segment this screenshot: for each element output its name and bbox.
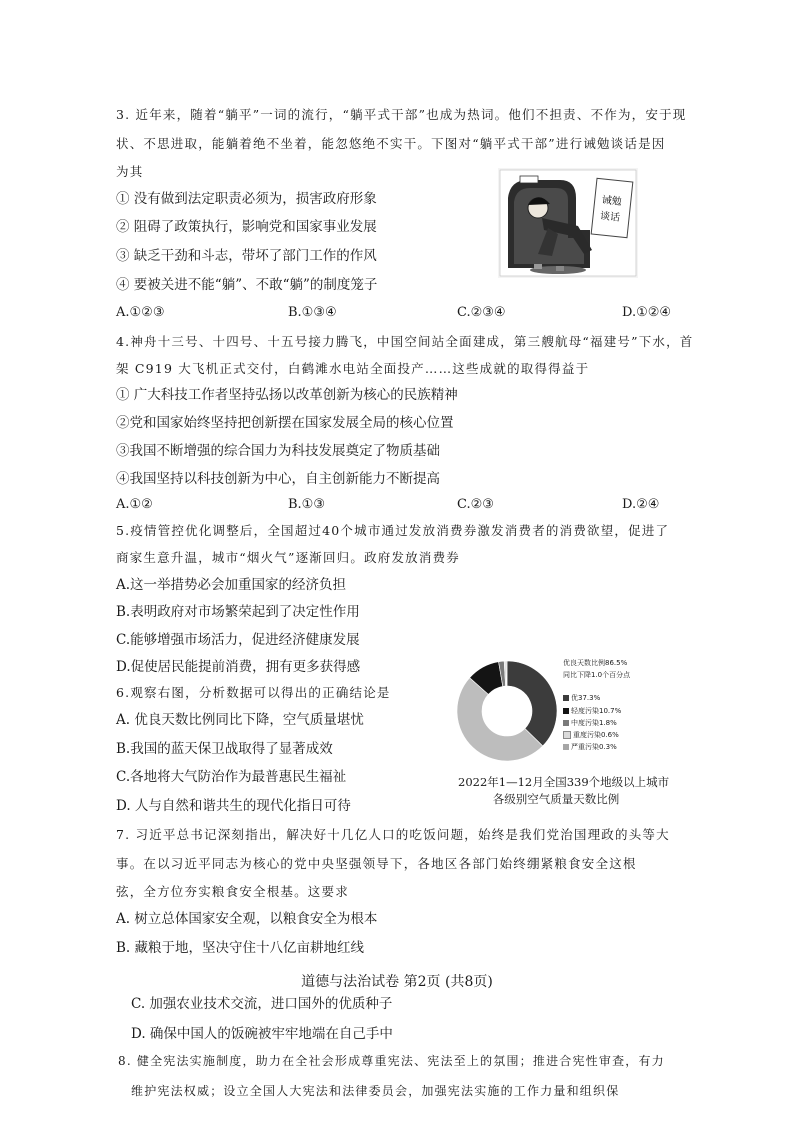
legend-label: 轻度污染10.7% [571, 707, 622, 715]
chart-caption-line1: 2022年1—12月全国339个地级以上城市 [458, 775, 670, 789]
q7-stem-line2: 事。在以习近平同志为核心的党中央坚强领导下，各地区各部门始终绷紧粮食安全这根 [116, 856, 637, 871]
q7-stem-line1: 7. 习近平总书记深刻指出，解决好十几亿人口的吃饭问题，始终是我们党治国理政的头等大 [116, 827, 670, 842]
legend-item-heavy [563, 730, 619, 740]
q7-option-c[interactable]: C. 加强农业技术交流，进口国外的优质种子 [131, 996, 393, 1012]
donut-slice-1 [507, 661, 557, 746]
q6-option-d[interactable]: D. 人与自然和谐共生的现代化指日可待 [116, 798, 351, 814]
q5-stem-line1: 5.疫情管控优化调整后，全国超过40个城市通过发放消费券激发消费者的消费欲望，促进了 [116, 523, 670, 538]
q8-stem-line2: 维护宪法权威；设立全国人大宪法和法律委员会，加强宪法实施的工作力量和组织保 [131, 1084, 620, 1098]
q5-option-d[interactable]: D.促使居民能提前消费，拥有更多获得感 [116, 659, 361, 675]
q6-option-c[interactable]: C.各地将大气防治作为最普惠民生福祉 [116, 769, 347, 785]
legend-label: 中度污染1.8% [571, 719, 617, 727]
legend-item-severe [563, 742, 617, 752]
q3-choice-d[interactable]: D.①②④ [622, 305, 672, 320]
q3-item-3: ③ 缺乏干劲和斗志，带坏了部门工作的作风 [116, 248, 377, 264]
q4-item-2: ②党和国家始终坚持把创新摆在国家发展全局的核心位置 [116, 415, 454, 431]
legend-label: 优37.3% [571, 694, 601, 702]
q7-option-a[interactable]: A. 树立总体国家安全观，以粮食安全为根本 [116, 911, 378, 927]
q3-cartoon-sign-bottom: 谈话 [599, 210, 621, 224]
q6-option-a[interactable]: A. 优良天数比例同比下降，空气质量堪忧 [116, 712, 364, 728]
q3-item-2: ② 阻碍了政策执行，影响党和国家事业发展 [116, 219, 377, 235]
legend-swatch [563, 695, 569, 701]
q3-cartoon-sign-top: 诫勉 [601, 194, 623, 208]
q3-cartoon-image [498, 168, 638, 278]
legend-item-moderate [563, 718, 617, 728]
q7-option-b[interactable]: B. 藏粮于地，坚决守住十八亿亩耕地红线 [116, 940, 365, 956]
chart-caption-line2: 各级别空气质量天数比例 [492, 792, 620, 806]
q4-choice-a[interactable]: A.①② [116, 497, 153, 512]
q4-item-1: ① 广大科技工作者坚持弘扬以改革创新为核心的民族精神 [116, 387, 458, 403]
q3-item-1: ① 没有做到法定职责必须为，损害政府形象 [116, 191, 377, 207]
legend-item-light [563, 706, 621, 716]
legend-line-2: 同比下降1.0个百分点 [563, 671, 631, 679]
q4-choice-d[interactable]: D.②④ [622, 497, 660, 512]
q7-option-d[interactable]: D. 确保中国人的饭碗被牢牢地端在自己手中 [131, 1026, 393, 1042]
q5-stem-line2: 商家生意升温，城市“烟火气”逐渐回归。政府发放消费券 [116, 550, 460, 565]
chart-legend [563, 658, 643, 754]
q3-choice-c[interactable]: C.②③④ [457, 305, 506, 320]
q3-item-4: ④ 要被关进不能“躺”、不敢“躺”的制度笼子 [116, 277, 378, 293]
q4-choice-c[interactable]: C.②③ [457, 497, 494, 512]
q3-stem-line3: 为其 [116, 164, 144, 179]
legend-swatch [563, 708, 569, 714]
legend-line-1: 优良天数比例86.5% [563, 659, 628, 667]
q3-stem-line2: 状、不思进取，能躺着绝不坐着，能忽悠绝不实干。下图对“躺平式干部”进行诫勉谈话是因 [116, 136, 666, 151]
legend-label: 重度污染0.6% [573, 731, 619, 739]
legend-swatch [563, 731, 571, 739]
q3-choice-b[interactable]: B.①③④ [288, 305, 337, 320]
legend-item-excellent [563, 693, 600, 703]
legend-swatch [563, 720, 569, 726]
q4-stem-line1: 4.神舟十三号、十四号、十五号接力腾飞，中国空间站全面建成，第三艘航母“福建号”下水，首 [116, 334, 694, 349]
q6-stem: 6.观察右图，分析数据可以得出的正确结论是 [116, 685, 391, 700]
q5-option-c[interactable]: C.能够增强市场活力，促进经济健康发展 [116, 632, 360, 648]
q3-stem-line1: 3. 近年来，随着“躺平”一词的流行，“躺平式干部”也成为热词。他们不担责、不作为，安于现 [116, 107, 687, 122]
legend-swatch [563, 744, 569, 750]
q6-option-b[interactable]: B.我国的蓝天保卫战取得了显著成效 [116, 741, 333, 757]
q4-item-3: ③我国不断增强的综合国力为科技发展奠定了物质基础 [116, 443, 440, 459]
q3-choice-a[interactable]: A.①②③ [116, 305, 165, 320]
air-quality-donut-chart [452, 656, 562, 766]
q4-stem-line2: 架 C919 大飞机正式交付，白鹤滩水电站全面投产……这些成就的取得得益于 [116, 361, 590, 376]
q4-item-4: ④我国坚持以科技创新为中心，自主创新能力不断提高 [116, 471, 440, 487]
q7-stem-line3: 弦，全方位夯实粮食安全根基。这要求 [116, 884, 349, 899]
q5-option-a[interactable]: A.这一举措势必会加重国家的经济负担 [116, 577, 347, 593]
q5-option-b[interactable]: B.表明政府对市场繁荣起到了决定性作用 [116, 604, 360, 620]
page-footer: 道德与法治试卷 第2页 (共8页) [301, 974, 493, 990]
donut-slice-6 [506, 661, 507, 686]
q8-stem-line1: 8. 健全宪法实施制度，助力在全社会形成尊重宪法、宪法至上的氛围；推进合宪性审查，有力 [118, 1054, 665, 1068]
q4-choice-b[interactable]: B.①③ [288, 497, 325, 512]
legend-label: 严重污染0.3% [571, 743, 617, 751]
